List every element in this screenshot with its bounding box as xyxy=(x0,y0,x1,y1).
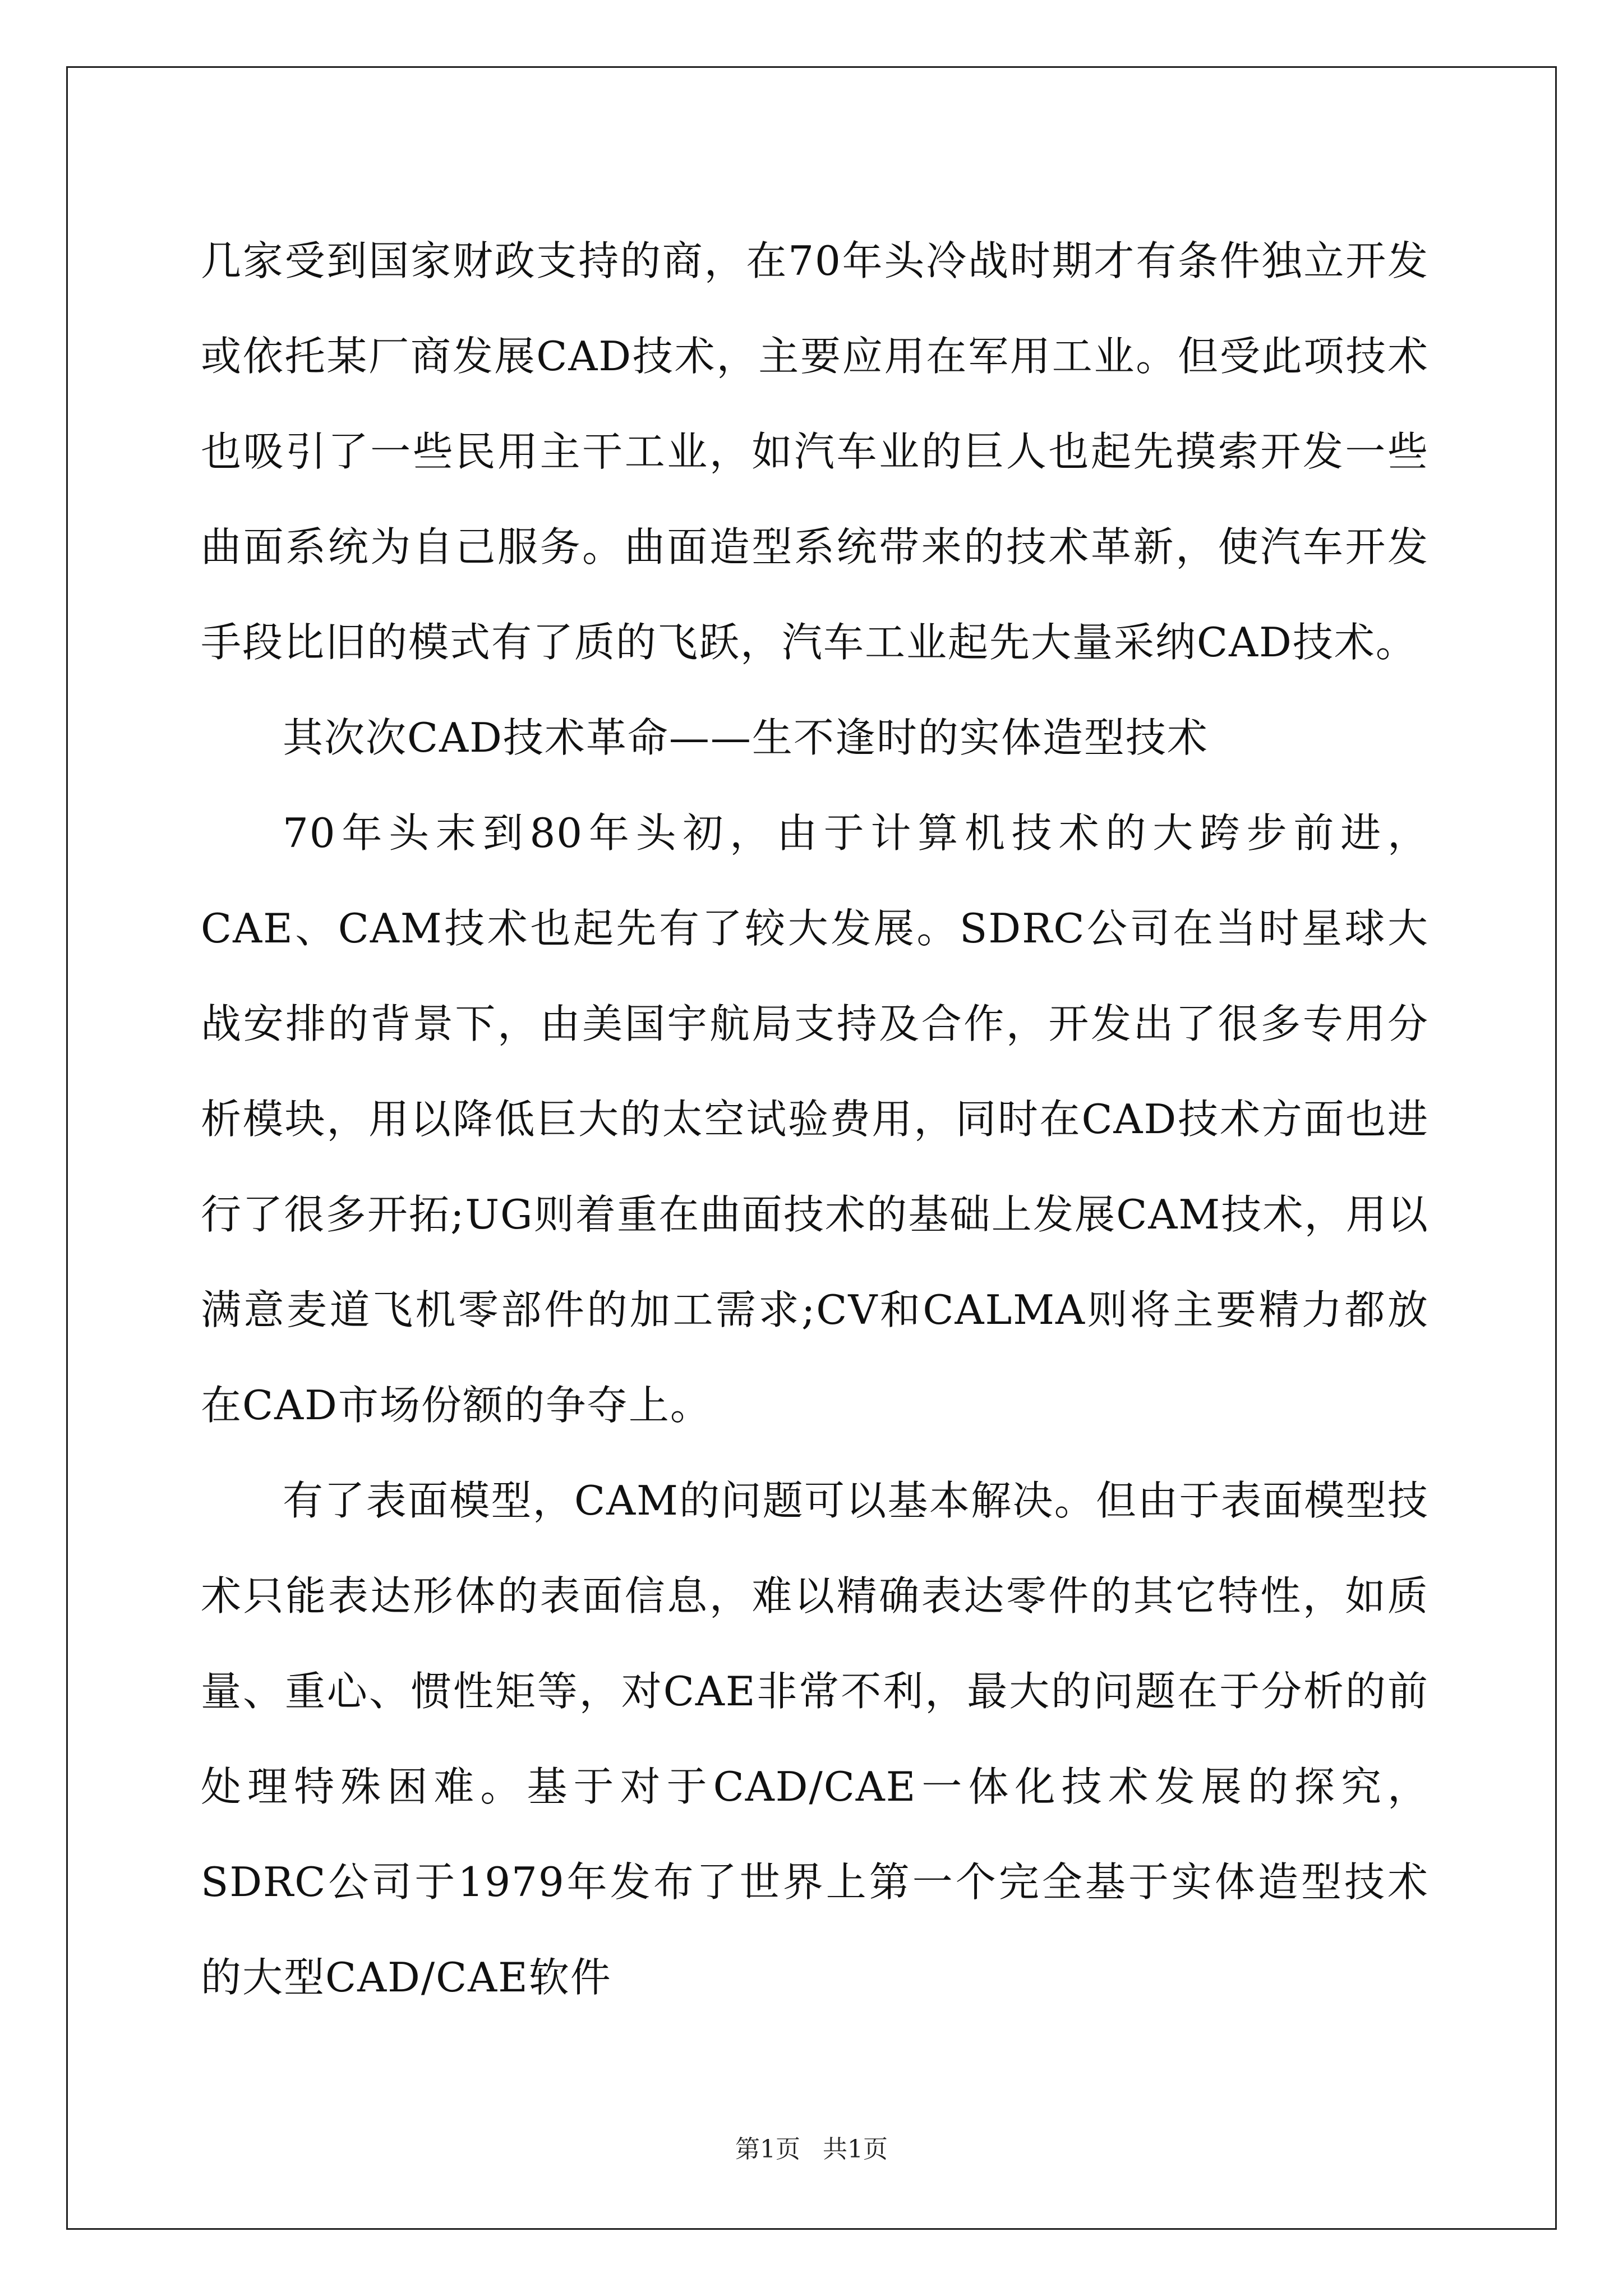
page-footer xyxy=(0,2129,1623,2165)
document-body xyxy=(201,213,1429,2025)
paragraph-3: 70年头末到80年头初，由于计算机技术的大跨步前进，CAE、CAM技术也起先有了较大发展。SDRC公司在当时星球大战安排的背景下，由美国宇航局支持及合作，开发出了很多专用分析模块，用以降低巨大的太空试验费用，同时在CAD技术方面也进行了很多开拓;UG则着重在曲面技术的基础上发展CAM技术，用以满意麦道飞机零部件的加工需求;CV和CALMA则将主要精力都放在CAD市场份额的争夺上。 xyxy=(201,809,1429,1429)
page-total: 共1页 xyxy=(823,2135,888,2164)
paragraph-1: 几家受到国家财政支持的商，在70年头冷战时期才有条件独立开发或依托某厂商发展CAD技术，主要应用在军用工业。但受此项技术也吸引了一些民用主干工业，如汽车业的巨人也起先摸索开发一些曲面系统为自己服务。曲面造型系统带来的技术革新，使汽车开发手段比旧的模式有了质的飞跃，汽车工业起先大量采纳CAD技术。 xyxy=(201,237,1429,666)
paragraph-4: 有了表面模型，CAM的问题可以基本解决。但由于表面模型技术只能表达形体的表面信息，难以精确表达零件的其它特性，如质量、重心、惯性矩等，对CAE非常不利，最大的问题在于分析的前处理特殊困难。基于对于CAD/CAE一体化技术发展的探究，SDRC公司于1979年发布了世界上第一个完全基于实体造型技术的大型CAD/CAE软件 xyxy=(201,1477,1429,2001)
section-heading: 其次次CAD技术革命——生不逢时的实体造型技术 xyxy=(283,714,1209,761)
page-number: 第1页 xyxy=(735,2135,800,2164)
